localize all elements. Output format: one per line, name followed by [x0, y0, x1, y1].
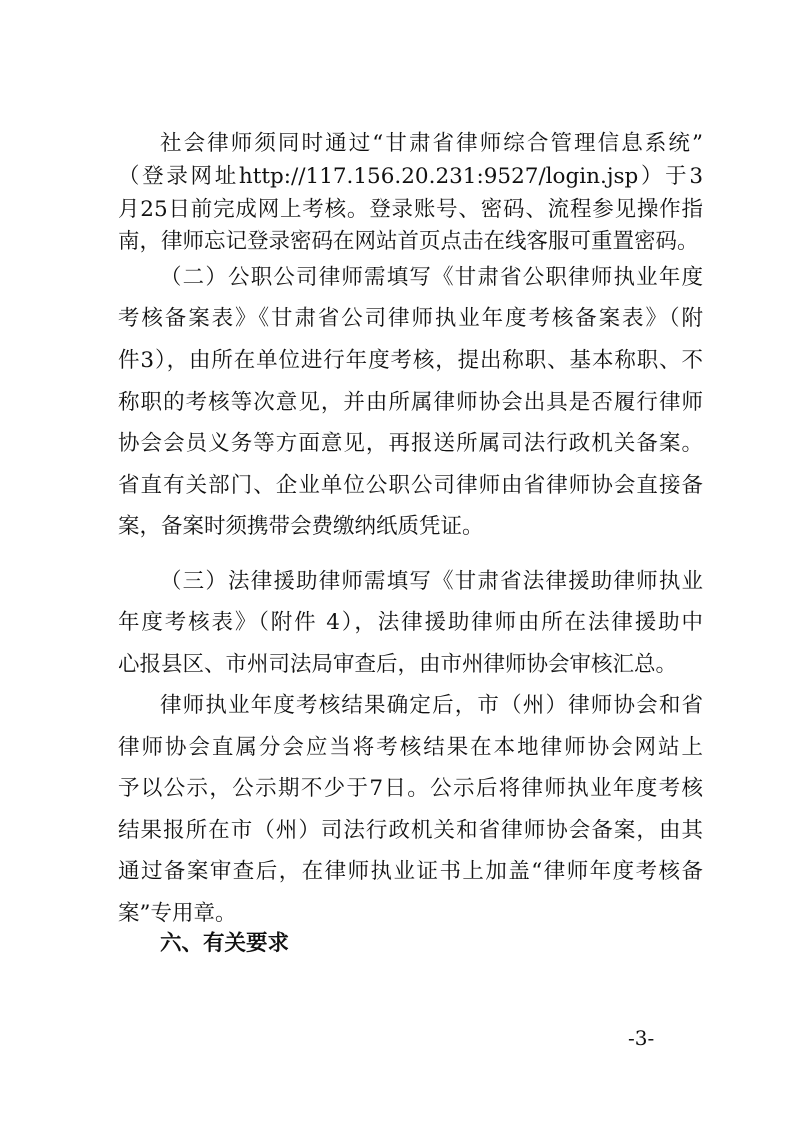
text-line: 律师执业年度考核结果确定后，市（州）律师协会和省: [160, 693, 703, 718]
text-line: 案，备案时须携带会费缴纳纸质凭证。: [118, 514, 484, 539]
page-number: -3-: [628, 1026, 655, 1050]
text-line: 案”专用章。: [118, 901, 237, 926]
text-line: 年度考核表》（附件 4），法律援助律师由所在法律援助中: [118, 610, 703, 635]
text-line: 社会律师须同时通过“甘肃省律师综合管理信息系统”: [160, 131, 703, 156]
text-line: 南，律师忘记登录密码在网站首页点击在线客服可重置密码。: [118, 229, 699, 254]
text-line: 律师协会直属分会应当将考核结果在本地律师协会网站上: [118, 735, 703, 760]
text-line: 件3），由所在单位进行年度考核，提出称职、基本称职、不: [118, 348, 703, 373]
text-line: 通过备案审查后，在律师执业证书上加盖“律师年度考核备: [118, 859, 703, 884]
text-line: （三）法律援助律师需填写《甘肃省法律援助律师执业: [160, 569, 703, 594]
text-line: 予以公示，公示期不少于7日。公示后将律师执业年度考核: [118, 776, 703, 801]
text-line: 月25日前完成网上考核。登录账号、密码、流程参见操作指: [118, 197, 703, 222]
text-line: （登录网址http://117.156.20.231:9527/login.jsp）于3: [118, 164, 703, 189]
text-line: 结果报所在市（州）司法行政机关和省律师协会备案，由其: [118, 818, 703, 843]
text-line: 心报县区、市州司法局审查后，由市州律师协会审核汇总。: [118, 652, 678, 677]
text-line: 省直有关部门、企业单位公职公司律师由省律师协会直接备: [118, 473, 703, 498]
text-line: 协会会员义务等方面意见，再报送所属司法行政机关备案。: [118, 431, 703, 456]
text-line: 考核备案表》《甘肃省公司律师执业年度考核备案表》（附: [118, 306, 703, 331]
section-heading: 六、有关要求: [160, 931, 290, 956]
text-line: 称职的考核等次意见，并由所属律师协会出具是否履行律师: [118, 390, 703, 415]
text-line: （二）公职公司律师需填写《甘肃省公职律师执业年度: [160, 265, 703, 290]
